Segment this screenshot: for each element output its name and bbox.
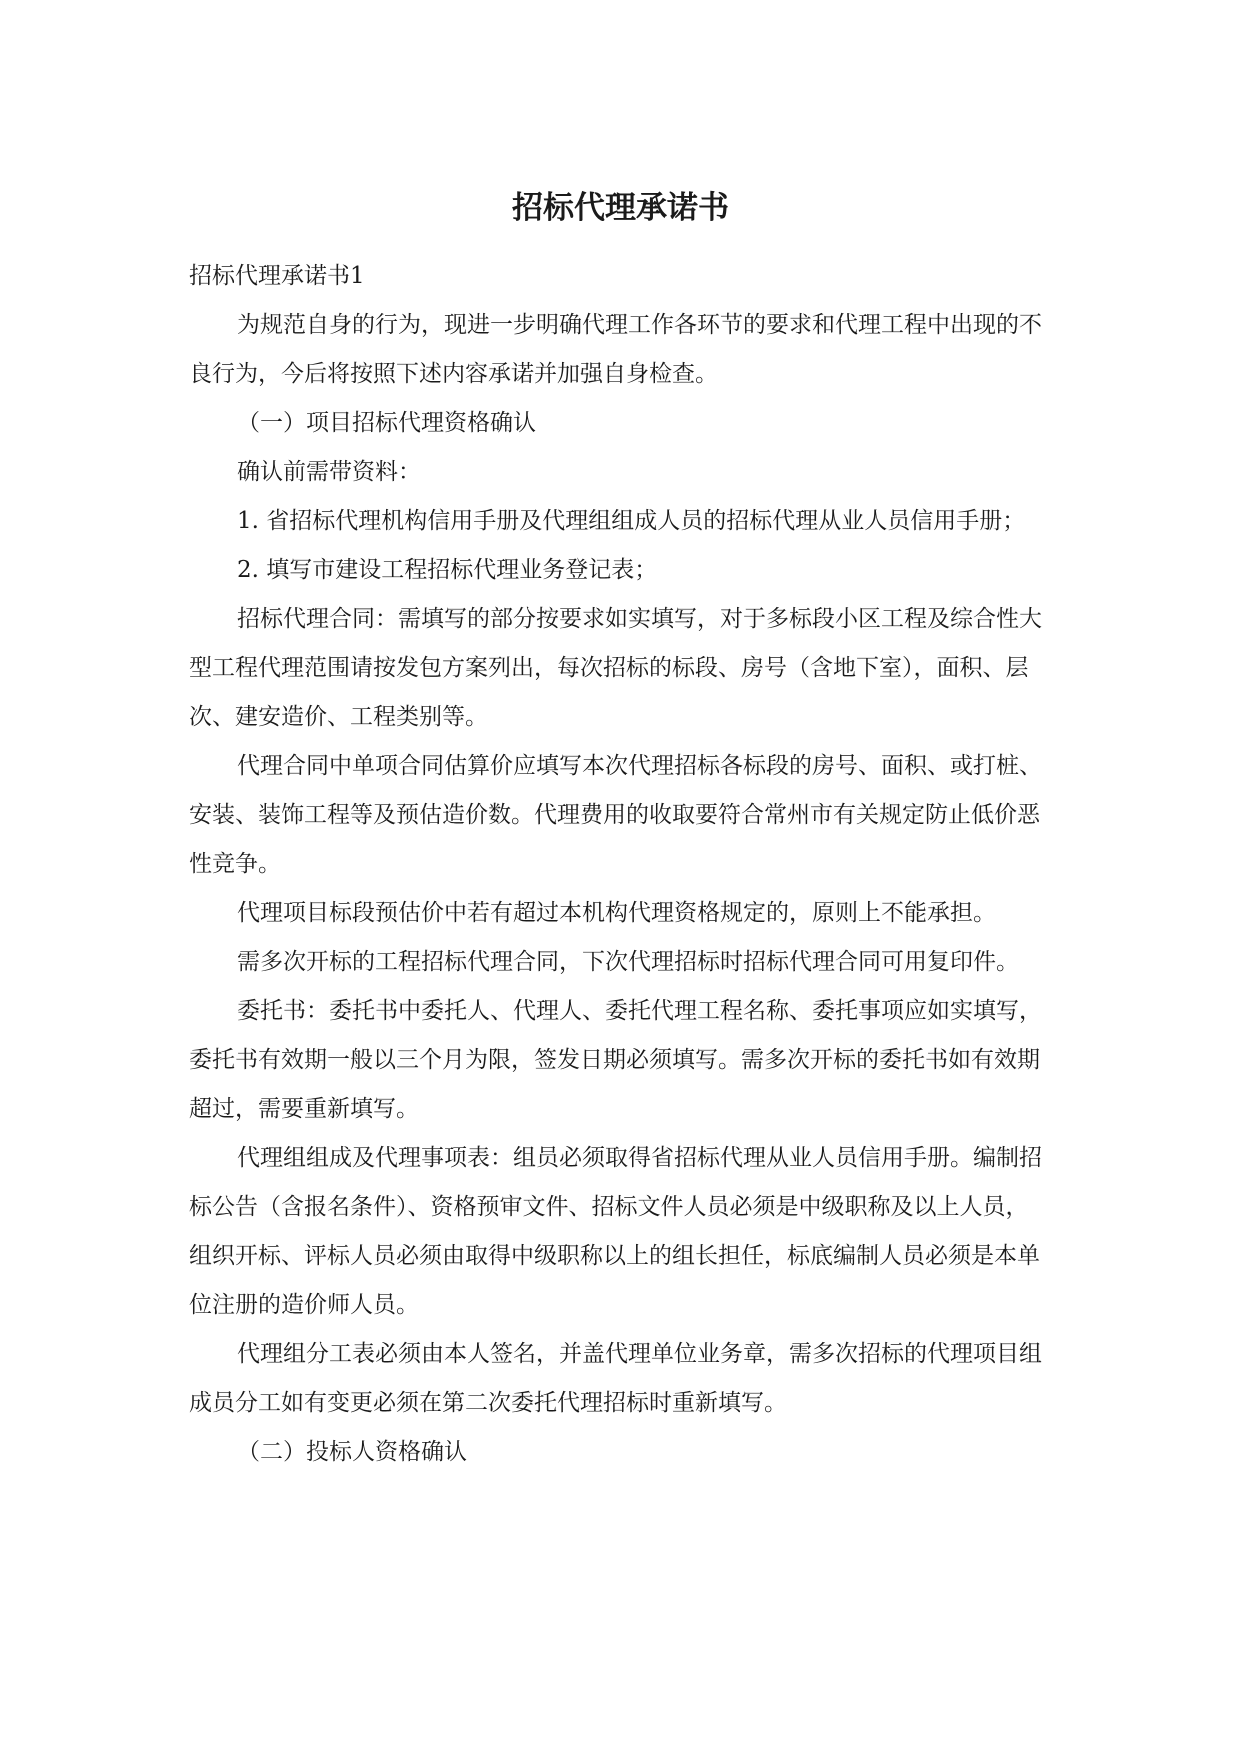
document-body bbox=[189, 252, 1051, 1477]
paragraph: 委托书：委托书中委托人、代理人、委托代理工程名称、委托事项应如实填写，委托书有效期一般以三个月为限，签发日期必须填写。需多次开标的委托书如有效期超过，需要重新填写。 bbox=[189, 998, 1042, 1122]
subsection-heading: （一）项目招标代理资格确认 bbox=[237, 410, 536, 436]
section-heading: 招标代理承诺书1 bbox=[189, 263, 365, 289]
subsection-heading: （二）投标人资格确认 bbox=[237, 1439, 467, 1465]
paragraph: 招标代理合同：需填写的部分按要求如实填写，对于多标段小区工程及综合性大型工程代理范围请按发包方案列出，每次招标的标段、房号（含地下室），面积、层次、建安造价、工程类别等。 bbox=[189, 606, 1042, 730]
document-title: 招标代理承诺书 bbox=[512, 190, 729, 226]
paragraph: 代理合同中单项合同估算价应填写本次代理招标各标段的房号、面积、或打桩、安装、装饰工程等及预估造价数。代理费用的收取要符合常州市有关规定防止低价恶性竞争。 bbox=[189, 753, 1042, 877]
list-item: 1. 省招标代理机构信用手册及代理组组成人员的招标代理从业人员信用手册； bbox=[237, 508, 1026, 534]
paragraph: 为规范自身的行为，现进一步明确代理工作各环节的要求和代理工程中出现的不良行为，今后将按照下述内容承诺并加强自身检查。 bbox=[189, 312, 1042, 387]
paragraph: 需多次开标的工程招标代理合同，下次代理招标时招标代理合同可用复印件。 bbox=[237, 949, 1019, 975]
paragraph: 代理组组成及代理事项表：组员必须取得省招标代理从业人员信用手册。编制招标公告（含报名条件）、资格预审文件、招标文件人员必须是中级职称及以上人员，组织开标、评标人员必须由取得中级职称以上的组长担任，标底编制人员必须是本单位注册的造价师人员。 bbox=[189, 1145, 1042, 1318]
paragraph: 代理项目标段预估价中若有超过本机构代理资格规定的，原则上不能承担。 bbox=[237, 900, 996, 926]
paragraph: 确认前需带资料： bbox=[237, 459, 421, 485]
paragraph: 代理组分工表必须由本人签名，并盖代理单位业务章，需多次招标的代理项目组成员分工如有变更必须在第二次委托代理招标时重新填写。 bbox=[189, 1341, 1042, 1416]
list-item: 2. 填写市建设工程招标代理业务登记表； bbox=[237, 557, 658, 583]
